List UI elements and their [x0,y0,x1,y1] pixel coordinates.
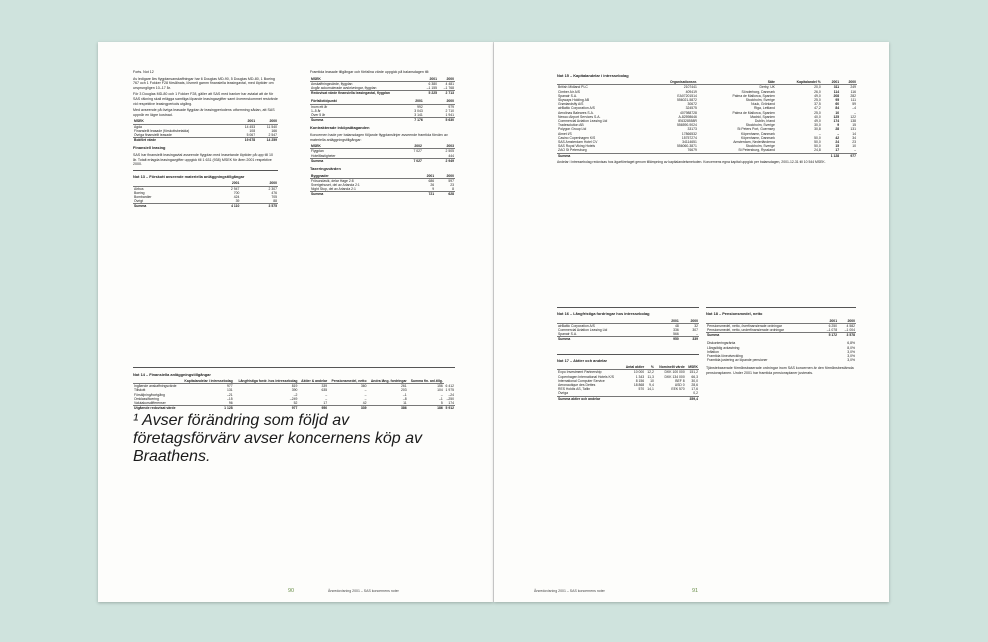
table-row: ZAO St Petersburg 76679 St Petersburg, Ryssland 24,8 17 – [558,148,856,153]
table-row: Flygplan 7 027 2 505 [311,149,454,154]
table-sum-row: Summa 4 110 3 575 [134,204,277,209]
table-sum-row: Summa 721 628 [311,192,454,197]
table-row: Ingående anskaffningsvärde 977 819 339 360 261 156 6 412 [134,383,454,389]
left-page [98,42,493,602]
table-row: SAS Royal Viking Hotels 556060-3871 Stockholm, Sverige 50,0 15 10 [558,144,856,149]
table-row: Airbus 2 947 2 307 [134,186,277,191]
aircraft-value-table: MSEK 2001 2000 Agda 14 453 11 540 Finansiellt leasade (förskottsbetalda) 108 166 Övriga finansiellt leasade 5 067 2 547 Bokfört värde 19 678 14 259 [134,119,277,143]
note-heading: Not 16 – Långfristiga fordringar hos intressebolag [557,311,650,316]
running-footer: Årsredovisning 2001 – SAS koncernens noter [328,589,399,593]
commitments-table: MSEK 2002 2003 Flygplan 7 027 2 505 Hotellfastigheter 444 Summa 7 027 2 949 [311,144,454,163]
table-row: Aimet I/S 17866532 Köpenhamn, Danmark – – 14 [558,131,856,136]
table-row: airBaltic Corporation A/S 48 32 [558,323,698,328]
note-heading: Not 13 – Förskott avseende materiella anläggningstillgångar [133,173,245,179]
section-heading: Finansiell leasing [133,145,166,151]
table-row: Långsiktig avkastning 8,0% [707,345,855,350]
table-row: Inflation 3,0% [707,349,855,354]
footnote: ¹ Avser förändring som följd av företagsförvärv avser koncernens köp av Braathens. [133,412,423,466]
table-row: Newco Airport Services S.A. A-82598646 Madrid, Spanien 40,0 125 122 [558,114,856,119]
table-sum-row: Summa 950 339 [558,337,698,342]
table-row: Spanair S.A. EA07201514 Palma de Mallorca, Spanien 49,0 208 282 [558,93,856,98]
table-sum-row: Summa 7 176 5 630 [311,118,454,123]
table-row: Inom ett år 992 979 [311,104,454,109]
paragraph: För 3 Douglas MD-80 och 1 Fokker F28, gäller att SAS med banker har avtalat att de för SAS räkning skall erlägga samtliga löpande leasingavgifter samt överenskommet restvärde vid respektive leasingperiods utgång. [133,92,278,106]
table-row: Tradesolution AB 556590-9024 Stockholm, Sverige 30,0 9 15 [558,123,856,128]
section-heading: Taxeringsvärden [310,166,341,172]
table-row: Framtida löneutveckling 3,0% [707,354,855,359]
table-row: Framtida justering av löpande pensioner 3,0% [707,358,855,363]
table-sum-row: Summa 1 128 977 [558,153,856,158]
table-row: Avgår ackumulerade avskrivningar, flygplan –1 155 –1 768 [311,86,454,90]
table-row: 1–5 år 3 043 2 710 [311,108,454,113]
table-row: Polygon Group Ltd 33173 St Peters Port, Guernsey 30,8 28 131 [558,127,856,132]
footnote: Andelar i intressebolag redovisas hos ägarföretaget genom tillämpning av kapitalandelsmetoden. Koncernens egna kapital uppgick per balansdagen, 2001-12-31 till 10 544 MSEK. [557,159,826,164]
intro-title: Forts. Not 12 [133,70,154,74]
table-row: Övriga 0,2 [558,391,698,396]
table-row: Finansiellt leasade (förskottsbetalda) 108 166 [134,128,277,133]
table-row: Casino Copenhagen K/S 15757274 Köpenhamn, Danmark 50,0 42 34 [558,135,856,140]
tax-values-table: Byggnader 2001 2000 Frösundavik, delar Hage 2:8 686 597 Sverigehuset, del av Arlanda 2:1 26 23 Night Stop, del av Arlanda 2:1 9 8 Summa 721 628 [311,173,454,197]
table-row: Agda 14 453 11 540 [134,124,277,129]
note-heading: Not 18 – Pensionsmedel, netto [706,311,763,316]
page-number: 91 [692,588,699,594]
table-row: airBaltic Corporation A/S 324575 Riga, Lettland 47,2 84 –4 [558,106,856,111]
running-footer: Årsredovisning 2001 – SAS koncernens noter [534,589,605,593]
table-row: RES Holdis AS, Tallin 570 14,1 EEK 570 17,6 [558,387,698,392]
left-column-2 [310,70,455,197]
table-row: Expo Investment Partnership 10 000 12,2 DKK 100 000 151,2 [558,370,698,375]
table-row: Copenhagen International Hotels K/S 1 343 11,3 DKK 134 000 66,3 [558,374,698,379]
table-sum-row: Redovisat värde finansiella leasingavtal, flygplan 5 225 2 713 [311,91,454,96]
table-row: Pensionsmedel, netto, underfinansierade ordningar –1 078 –1 004 [707,328,855,332]
table-row: International Computer Service 8 156 10 BEF 8 30,0 [558,378,698,383]
table-row: Anskaffningsvärde, flygplan 6 380 4 481 [311,81,454,86]
section-heading: Kontrakterade inköpsåtaganden [310,125,370,131]
paragraph: Tjänstebaserade förmånsbaserade ordningar inom SAS koncernen är den förmånsbestämda pensionsplanen. Under 2001 har framtida pensionsplaner justerats. [706,366,854,376]
table-row: Över 5 år 3 141 1 941 [311,113,454,118]
table-row: Bombardier 424 705 [134,194,277,199]
table-row: Tillskott 131 390 635 – 203 104 1 975 [134,388,454,393]
assumptions-table [706,341,856,362]
table-sum-row: Summa 7 027 2 949 [311,158,454,163]
table-row: Night Stop, del av Arlanda 2:1 9 8 [311,187,454,192]
paragraph: Framtida leasade tillgångar och förfallna värde uppgick på balansdagen till: [310,70,430,74]
right-column-2 [706,304,856,378]
note-heading: Not 14 – Finansiella anläggningstillgångar [133,372,211,377]
table-row: Valutakursdifferenser 96 52 17 42 11 5 174 [134,401,454,406]
table-row: Försäljning/bortgång –21 –2 – – –1 – –24 [134,392,454,397]
table-row: Sverigehuset, del av Arlanda 2:1 26 23 [311,183,454,188]
table-row: Pensionsmedel, netto, överfinansierade ordningar 6 250 4 582 [707,323,855,328]
table-row: Commercial Aviation Leasing Ltd IE6328558R Dublin, Irland 49,0 174 138 [558,119,856,124]
table-row: Grønlandsfly A/S 30672 Nuuk, Grönland 37,5 60 59 [558,102,856,107]
advance-payments-table: 2001 2000 Airbus 2 947 2 307 Boeing 700 476 Bombardier 424 705 Övrigt 39 88 Summa 4 110 3 575 [134,181,277,209]
right-page [494,42,889,602]
table-row: Hotellfastigheter 444 [311,153,454,158]
table-sum-row: Summa aktier och andelar 359,4 [558,396,698,401]
financial-assets-table: Kapitalandelar i intressebolag Långfristiga fordr. hos intressebolag Aktier & andelar Pensionsmedel, netto Andra lång. fordringar Summa fin. anl.tillg. Ingående anskaffningsvärde 977 819 339 360 261 156 6 412 Tillskott 131 390 635 – 203 104 1 975 Försäljning/bortgång –21 –2 – – –1 – –24 Omklassificering –15 –249 – – –8 –1 –250 Valutakursdifferenser 96 52 17 42 11 5 174 Utgående redovisat värde 1 128 977 950 339 386 186 5 912 [134,379,454,411]
table-sum-row: Bokfört värde 19 678 14 259 [134,138,277,143]
maturity-table: Förfallotidpunkt 2001 2000 Inom ett år 992 979 1–5 år 3 043 2 710 Över 5 år 3 141 1 941 Summa 7 176 5 630 [311,99,454,123]
note-heading: Not 17 – Aktier och andelar [557,357,608,363]
table-row: Frösundavik, delar Hage 2:8 686 597 [311,178,454,183]
table-row: Cimber Air A/S 409419 Sönderborg, Danmark 26,0 114 116 [558,89,856,94]
table-row: Skyways Holding AB 556021-5872 Stockholm, Sverige 25,0 95 111 [558,98,856,103]
table-row: Spanair S.A. 566 – [558,332,698,337]
leased-assets-table: MSEK 2001 2000 Anskaffningsvärde, flygplan 6 380 4 481 Avgår ackumulerade avskrivningar, flygplan –1 155 –1 768 Redovisat värde finansiella leasingavtal, flygplan 5 225 2 713 [311,76,454,96]
table-row: Boeing 700 476 [134,190,277,195]
note-14-block [133,364,455,468]
table-row: British Midland PLC 2107441 Derby, UK 20,0 311 249 [558,85,856,90]
associated-companies-table: Organisationsnr. Säte Kapitalandel % 2001 2000 British Midland PLC 2107441 Derby, UK 20,0 311 249 Cimber Air A/S 409419 Sönderborg, Danmark 26,0 114 116 Spanair S.A. EA07201514 Palma de Mallorca, Spanien 49,0 208 282 Skyways Holding AB 556021-5872 Stockholm, Sverige 25,0 95 111 Grønlandsfly A/S 30672 Nuuk, Grönland 37,5 60 59 airBaltic Corporation A/S 324575 Riga, Lettland 47,2 84 –4 Aerolinas Baleares S.A. 407988728 Palma de Mallorca, Spanien 25,0 10 – Newco Airport Services S.A. A-82598646 Madrid, Spanien 40,0 125 122 Commercial Aviation Leasing Ltd IE6328558R Dublin, Irland 49,0 174 138 Tradesolution AB 556590-9024 Stockholm, Sverige 30,0 9 15 Polygon Group Ltd 33173 St Peters Port, Guernsey 30,8 28 131 Aimet I/S 17866532 Köpenhamn, Danmark – – 14 Casino Copenhagen K/S 15757274 Köpenhamn, Danmark 50,0 42 34 SAS Amsterdam Hotel CV 34114651 Amsterdam, Nederländerna 50,0 24 23 SAS Royal Viking Hotels 556060-3871 Stockholm, Sverige 50,0 15 10 ZAO St Petersburg 76679 St Petersburg, Ryssland 24,8 17 – Summa 1 128 977 [558,80,856,158]
table-row: Övriga finansiellt leasade 5 067 2 547 [134,132,277,137]
table-row: SAS Amsterdam Hotel CV 34114651 Amsterdam, Nederländerna 50,0 24 23 [558,140,856,145]
pension-table: 2001 2000 Pensionsmedel, netto, överfinansierade ordningar 6 250 4 582 Pensionsmedel, netto, underfinansierade ordningar –1 078 –1 004 Summa 5 172 3 578 [707,318,855,338]
paragraph: Koncernen hade per balansdagen följande flygplanslinjer avseende framtida förvärv av materiella anläggningstillgångar: [310,133,448,142]
table-row: Commercial Aviation Leasing Ltd 336 307 [558,328,698,332]
table-row: Diskonteringsränta 6,8% [707,341,855,346]
note-15-block [557,70,857,166]
table-row: Omklassificering –15 –249 – – –8 –1 –250 [134,396,454,401]
table-row: Aerolinas Baleares S.A. 407988728 Palma de Mallorca, Spanien 25,0 10 – [558,110,856,115]
note-heading: Not 15 – Kapitalandelar i intressebolag [557,73,629,78]
table-row: Övrigt 39 88 [134,199,277,204]
table-sum-row: Summa 5 172 3 578 [707,333,855,338]
left-column-1 [133,70,278,209]
page-number: 90 [288,588,295,594]
paragraph: SAS har finansiellt leasingavtal avseende flygplan med leasetande löptider på upp till 10 år. Totalt erlagda leasingavgifter uppgick till 1 631 (938) MSEK för åren 2001 respektive 2000. [133,152,274,167]
table-sum-row: Utgående redovisat värde 1 128 977 950 339 386 186 5 912 [134,406,454,411]
right-column-1 [557,304,699,401]
paragraph: Av ledigare års flygplansanskaffningar har 6 Douglas MD-90, 5 Douglas MD-80, 1 Boeing 767 och 1 Fokker F28 försålnats, lövmeit gamm finansiella leasingavtal, med löptider om ursprungligen 10–17 år. [133,76,275,90]
paragraph: Med avseende på övriga leasade flygplan är leasingperiodens utformning sådan, att SAS uppnår en lägre kostnad. [133,108,275,117]
shares-table: Antal aktier % Nominellt värde MSEK Expo Investment Partnership 10 000 12,2 DKK 100 000 151,2 Copenhagen International Hotels K/S 1 343 11,3 DKK 134 000 66,3 International Computer Service 8 156 10 BEF 8 30,0 Aeronautique des Dettes 18 868 9,4 USD 0 28,6 RES Holdis AS, Tallin 570 14,1 EEK 570 17,6 Övriga 0,2 Summa aktier och andelar 359,4 [558,365,698,401]
receivables-table: 2001 2000 airBaltic Corporation A/S 48 32 Commercial Aviation Leasing Ltd 336 307 Spanair S.A. 566 – Summa 950 339 [558,318,698,342]
table-row: Aeronautique des Dettes 18 868 9,4 USD 0 28,6 [558,383,698,388]
